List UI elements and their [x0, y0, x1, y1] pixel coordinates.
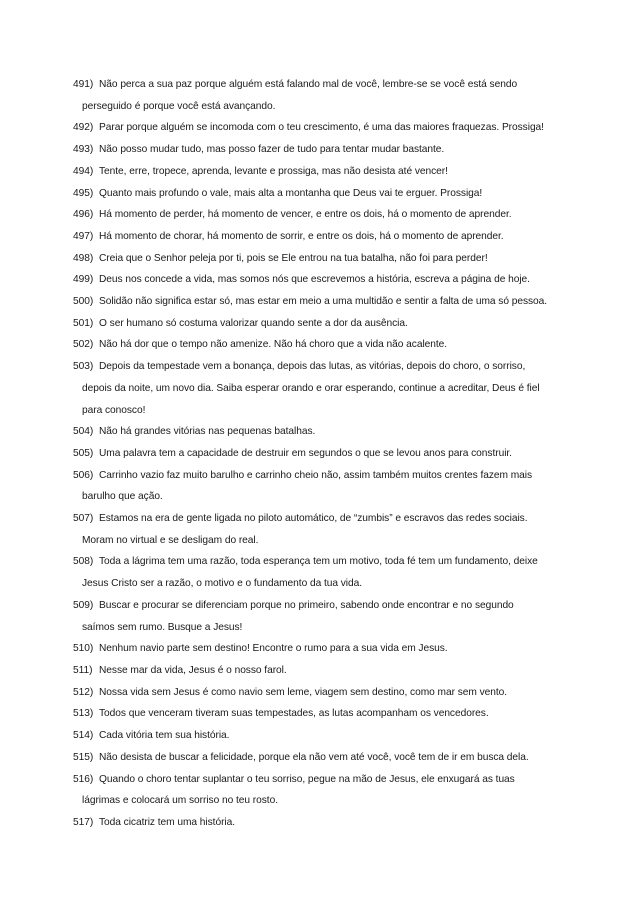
quote-item	[73, 334, 573, 356]
quote-number: 515)	[73, 751, 94, 763]
quote-item	[73, 508, 573, 551]
quote-text: Quanto mais profundo o vale, mais alta a montanha que Deus vai te erguer. Prossiga!	[99, 187, 483, 199]
quote-item	[73, 660, 573, 682]
quote-text: Todos que venceram tiveram suas tempestades, as lutas acompanham os vencedores.	[99, 708, 489, 720]
quote-text-continuation: depois da noite, um novo dia. Saiba esperar orando e orar esperando, continue a acreditar, Deus é fiel	[82, 382, 540, 394]
quote-text-continuation: perseguido é porque você está avançando.	[82, 100, 276, 112]
quote-text-continuation: saímos sem rumo. Busque a Jesus!	[82, 621, 243, 633]
quote-text: Há momento de perder, há momento de vencer, e entre os dois, há o momento de aprender.	[99, 209, 512, 221]
quote-text-continuation: para conosco!	[82, 404, 146, 416]
quote-item	[73, 226, 573, 248]
quote-text: Deus nos concede a vida, mas somos nós que escrevemos a história, escreva a página de hoje.	[99, 274, 530, 286]
quote-item	[73, 595, 573, 638]
quote-text: Parar porque alguém se incomoda com o teu crescimento, é uma das maiores fraquezas. Prossiga!	[99, 122, 544, 134]
quote-number: 500)	[73, 296, 94, 308]
quote-number: 514)	[73, 730, 94, 742]
quote-item	[73, 117, 573, 139]
quote-item	[73, 161, 573, 183]
quote-item	[73, 465, 573, 508]
quote-number: 496)	[73, 209, 94, 221]
quote-number: 505)	[73, 447, 94, 459]
quote-text: Buscar e procurar se diferenciam porque no primeiro, sabendo onde encontrar e no segundo	[99, 599, 514, 611]
quote-text-continuation: Jesus Cristo ser a razão, o motivo e o fundamento da tua vida.	[82, 578, 363, 590]
quote-number: 512)	[73, 686, 94, 698]
quote-item	[73, 183, 573, 205]
quote-item	[73, 769, 573, 812]
quote-text: Nesse mar da vida, Jesus é o nosso farol.	[99, 664, 287, 676]
quote-number: 494)	[73, 165, 94, 177]
quote-number: 510)	[73, 643, 94, 655]
quote-number: 504)	[73, 426, 94, 438]
quote-number: 491)	[73, 79, 94, 90]
quote-text: Uma palavra tem a capacidade de destruir em segundos o que se levou anos para construir.	[99, 447, 512, 459]
quote-number: 517)	[73, 816, 94, 828]
quote-item	[73, 703, 573, 725]
quote-text: Estamos na era de gente ligada no piloto automático, de “zumbis” e escravos das redes sociais.	[99, 513, 528, 525]
quote-item	[73, 269, 573, 291]
quote-text-continuation: Moram no virtual e se desligam do real.	[82, 534, 259, 546]
quote-text: Toda a lágrima tem uma razão, toda esperança tem um motivo, toda fé tem um fundamento, deixe	[99, 556, 538, 568]
quote-text: Cada vitória tem sua história.	[99, 730, 230, 742]
quote-number: 506)	[73, 469, 94, 481]
quote-number: 493)	[73, 144, 94, 156]
quote-text: Há momento de chorar, há momento de sorrir, e entre os dois, há o momento de aprender.	[99, 230, 504, 242]
quote-item	[73, 812, 573, 834]
quote-text: Não posso mudar tudo, mas posso fazer de tudo para tentar mudar bastante.	[99, 144, 445, 156]
quote-text-continuation: lágrimas e colocará um sorriso no teu rosto.	[82, 795, 278, 807]
quote-number: 501)	[73, 317, 94, 329]
quote-number: 516)	[73, 773, 94, 785]
quote-text: Creia que o Senhor peleja por ti, pois se Ele entrou na tua batalha, não foi para perder!	[99, 252, 488, 264]
quote-number: 492)	[73, 122, 94, 134]
quote-text: Toda cicatriz tem uma história.	[99, 816, 236, 828]
quote-text: Quando o choro tentar suplantar o teu sorriso, pegue na mão de Jesus, ele enxugará as tuas	[99, 773, 515, 785]
quote-text: Não há dor que o tempo não amenize. Não há choro que a vida não acalente.	[99, 339, 448, 351]
quote-number: 497)	[73, 230, 94, 242]
quote-number: 502)	[73, 339, 94, 351]
quote-number: 508)	[73, 556, 94, 568]
quote-text: Tente, erre, tropece, aprenda, levante e prossiga, mas não desista até vencer!	[99, 165, 448, 177]
quote-text: Não perca a sua paz porque alguém está falando mal de você, lembre-se se você está sendo	[99, 79, 518, 90]
quote-list	[73, 74, 573, 834]
quote-item	[73, 638, 573, 660]
quote-item	[73, 291, 573, 313]
quote-text: Não desista de buscar a felicidade, porque ela não vem até você, você tem de ir em busca dela.	[99, 751, 529, 763]
quote-number: 495)	[73, 187, 94, 199]
quote-text-continuation: barulho que ação.	[82, 491, 163, 503]
quote-item	[73, 725, 573, 747]
quote-item	[73, 139, 573, 161]
quote-item	[73, 747, 573, 769]
quote-item	[73, 551, 573, 594]
quote-item	[73, 313, 573, 335]
quote-number: 499)	[73, 274, 94, 286]
quote-number: 509)	[73, 599, 94, 611]
quote-text: Nossa vida sem Jesus é como navio sem leme, viagem sem destino, como mar sem vento.	[99, 686, 508, 698]
quote-text: Carrinho vazio faz muito barulho e carrinho cheio não, assim também muitos crentes fazem mais	[99, 469, 533, 481]
quote-number: 513)	[73, 708, 94, 720]
quote-item	[73, 356, 573, 421]
quote-number: 503)	[73, 361, 94, 373]
quote-item	[73, 443, 573, 465]
quote-item	[73, 74, 573, 117]
quote-text: O ser humano só costuma valorizar quando sente a dor da ausência.	[99, 317, 408, 329]
quote-text: Solidão não significa estar só, mas estar em meio a uma multidão e sentir a falta de uma só pessoa.	[99, 296, 548, 308]
quote-text: Nenhum navio parte sem destino! Encontre o rumo para a sua vida em Jesus.	[99, 643, 448, 655]
quote-text: Não há grandes vitórias nas pequenas batalhas.	[99, 426, 316, 438]
quote-number: 511)	[73, 664, 93, 676]
quote-item	[73, 682, 573, 704]
quote-item	[73, 204, 573, 226]
quote-item	[73, 248, 573, 270]
quote-number: 507)	[73, 513, 94, 525]
quote-text: Depois da tempestade vem a bonança, depois das lutas, as vitórias, depois do choro, o sorriso,	[99, 361, 526, 373]
quote-number: 498)	[73, 252, 94, 264]
quote-item	[73, 421, 573, 443]
